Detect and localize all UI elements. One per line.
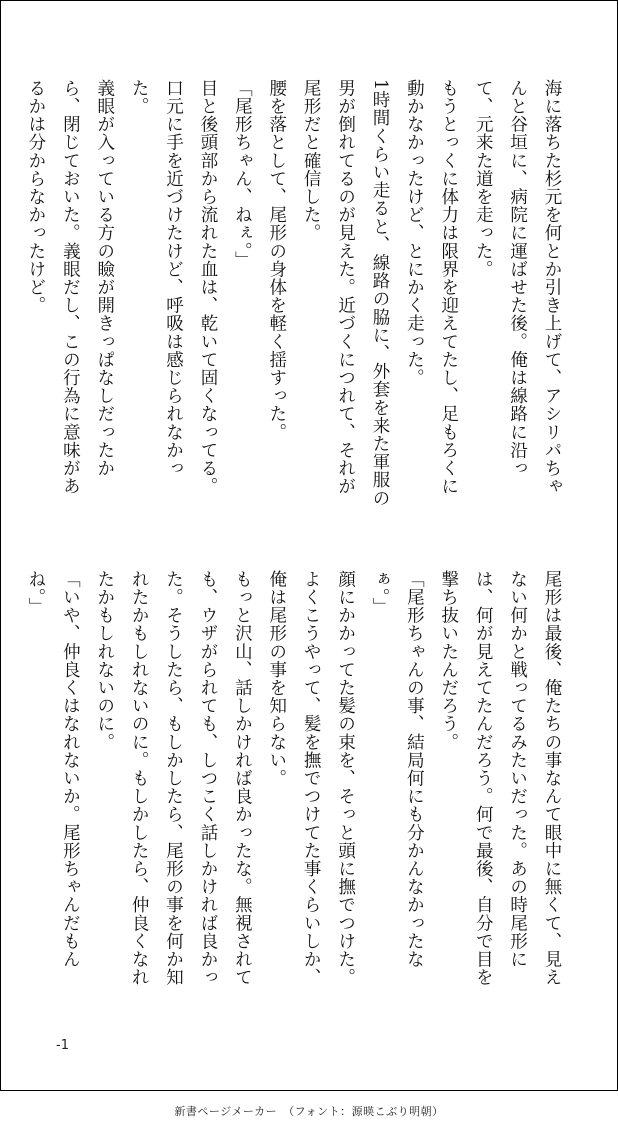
paragraph: もうとっくに体力は限界を迎えてたし、足もろくに動かなかったけど、とにかく走った。: [404, 79, 459, 496]
paragraph: 義眼が入っている方の瞼が開きっぱなしだったから、閉じておいた。義眼だし、この行為に意味があるかは分からなかったけど。: [25, 79, 115, 496]
paragraph: 尾形は最後、俺たちの事なんて眼中に無くて、見えない何かと戦ってるみたいだった。あの時尾形には、何が見えてたんだろう。何で最後、自分で目を撃ち抜いたんだろう。: [438, 570, 562, 987]
upper-text-block: [25, 79, 569, 509]
footer-credit: 新書ページメーカー （フォント：源暎こぶり明朝）: [174, 1105, 444, 1118]
paragraph: 目と後頭部から流れた血は、乾いて固くなってる。口元に手を近づけたけど、呼吸は感じられなかった。: [129, 79, 218, 496]
lower-text-block: [25, 570, 569, 1000]
paragraph: 腰を落として、尾形の身体を軽く揺すった。: [266, 79, 287, 441]
dialogue-line: 「いや、仲良くはなれないか。尾形ちゃんだもんね。」: [25, 570, 81, 969]
paragraph: 顔にかかってた髪の束を、そっと頭に撫でつけた。よくこうやって、髪を撫でつけてた事くらいしか、俺は尾形の事を知らない。: [266, 570, 356, 987]
paragraph: 1時間くらい走ると、線路の脇に、外套を来た軍服の男が倒れてるのが見えた。近づくにつれて、それが尾形だと確信した。: [301, 79, 390, 508]
dialogue-line: 「尾形ちゃんの事、結局何にも分かんなかったなぁ。」: [369, 570, 425, 969]
page-number: -1: [56, 1038, 69, 1053]
paragraph: 海に落ちた杉元を何とか引き上げて、アシリパちゃんと谷垣に、病院に運ばせた後。俺は線路に沿って、元来た道を走った。: [473, 79, 562, 496]
dialogue-line: 「尾形ちゃん、ねぇ。」: [232, 79, 253, 270]
paragraph: もっと沢山、話しかければ良かったな。無視されても、ウザがられても、しつこく話しかければ良かった。そうしたら、もしかしたら、尾形の事を何か知れたかもしれないのに。もしかしたら、仲良くなれたかもしれないのに。: [94, 570, 253, 987]
